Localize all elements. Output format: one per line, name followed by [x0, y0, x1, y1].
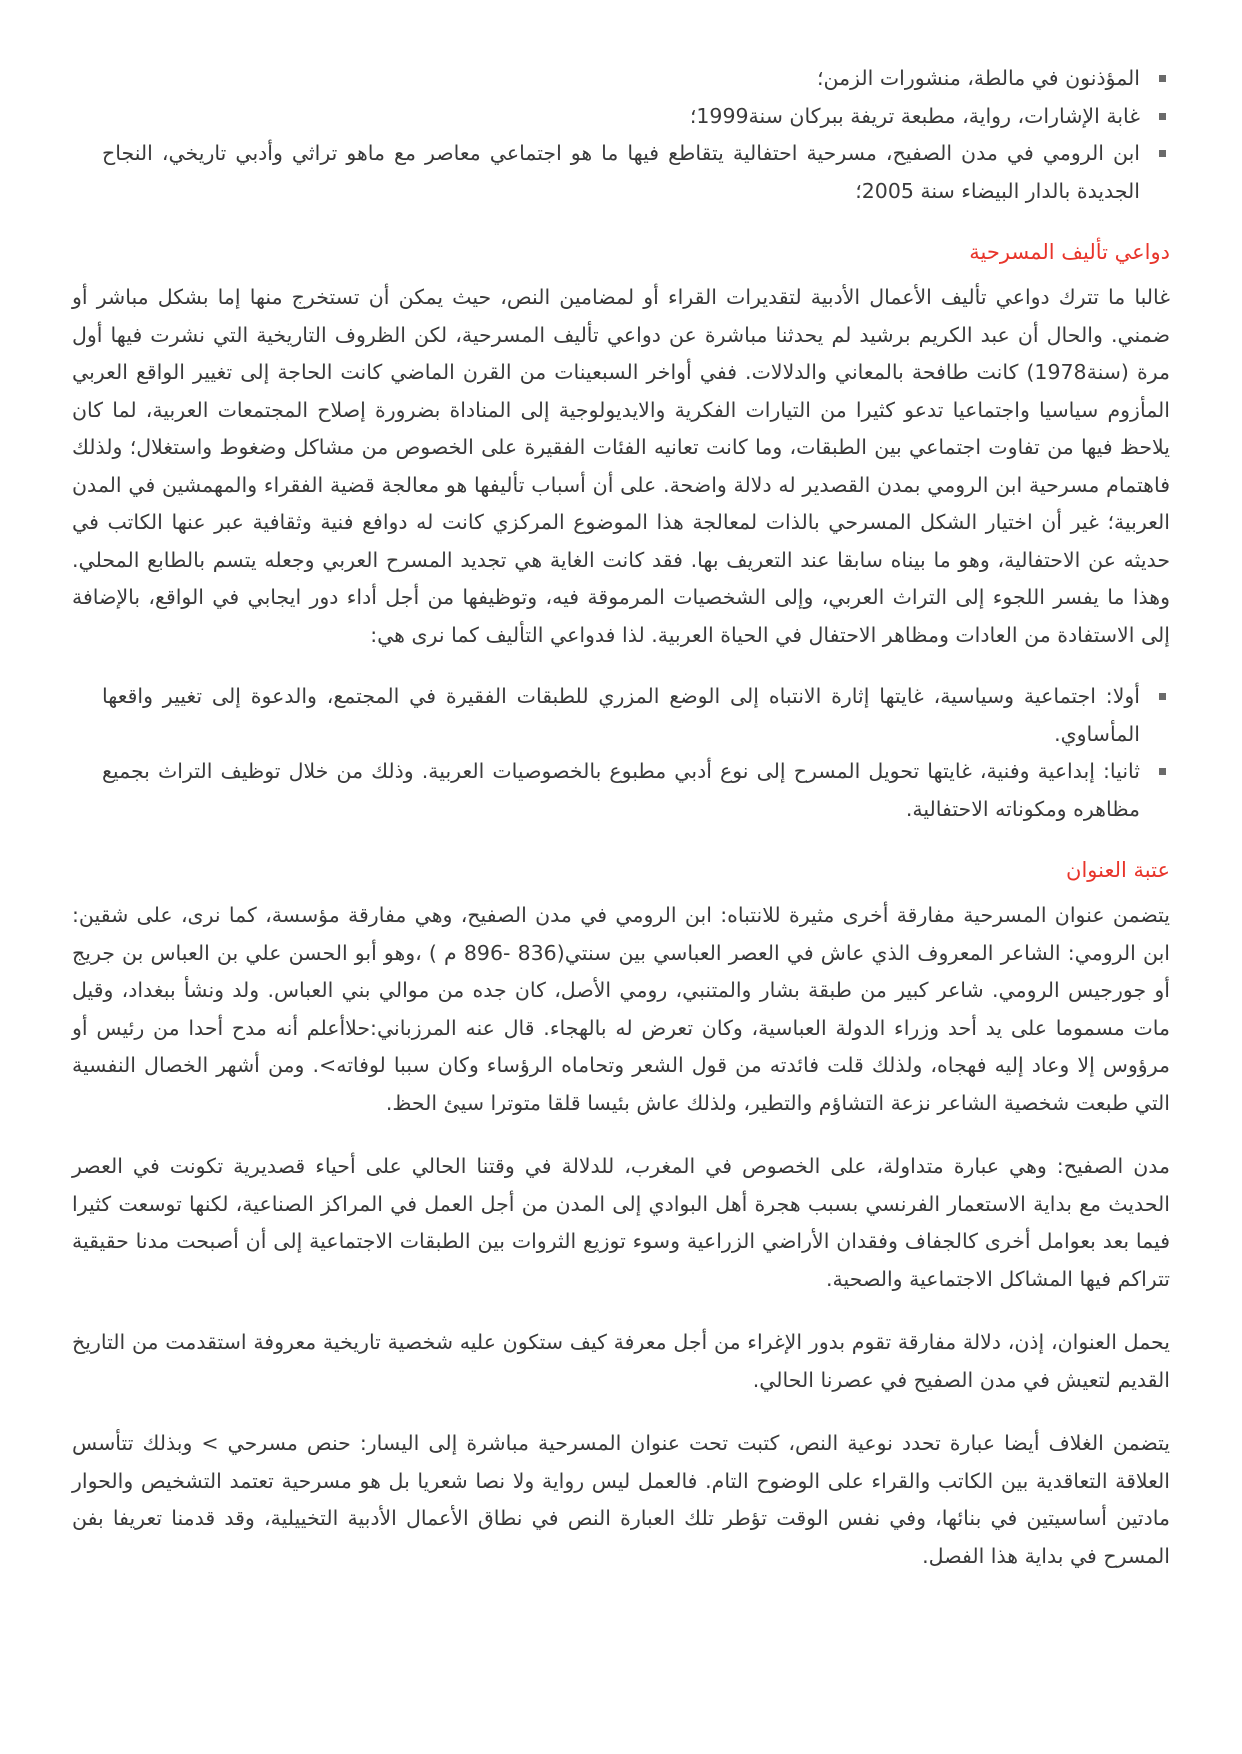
list-item [102, 135, 1170, 210]
square-bullet-icon [1159, 75, 1166, 82]
list-item [102, 60, 1170, 98]
section-heading-motives: دواعي تأليف المسرحية [969, 240, 1170, 264]
list-item-text: ابن الرومي في مدن الصفيح، مسرحية احتفالية يتقاطع فيها ما هو اجتماعي معاصر مع ماهو تراثي وأدبي تاريخي، النجاح الجديدة بالدار البيضاء سنة 2005؛ [102, 141, 1140, 203]
list-item [102, 678, 1170, 753]
list-item-text: المؤذنون في مالطة، منشورات الزمن؛ [816, 66, 1140, 90]
square-bullet-icon [1159, 693, 1166, 700]
motives-paragraph: غالبا ما تترك دواعي تأليف الأعمال الأدبية لتقديرات القراء أو لمضامين النص، حيث يمكن أن تستخرج منها إما بشكل مباشر أو ضمني. والحال أن عبد الكريم برشيد لم يحدثنا مباشرة عن دواعي تأليف المسرحية، لكن الظروف التاريخية التي نشرت فيها أول مرة (سنة1978) كانت طافحة بالمعاني والدلالات. ففي أواخر السبعينات من القرن الماضي كانت الحاجة إلى تغيير الواقع العربي المأزوم سياسيا واجتماعيا تدعو كثيرا من التيارات الفكرية والايديولوجية إلى المناداة بضرورة إصلاح المجتمعات العربية، لما كان يلاحظ فيها من تفاوت اجتماعي بين الطبقات، وما كانت تعانيه الفئات الفقيرة على الخصوص من مشاكل وضغوط واستغلال؛ ولذلك فاهتمام مسرحية ابن الرومي بمدن القصدير له دلالة واضحة. على أن أسباب تأليفها هو معالجة قضية الفقراء والمهمشين في المدن العربية؛ غير أن اختيار الشكل المسرحي بالذات لمعالجة هذا الموضوع المركزي كانت له دوافع فنية وثقافية عبر عنها الكاتب في حديثه عن الاحتفالية، وهو ما بيناه سابقا عند التعريف بها. فقد كانت الغاية هي تجديد المسرح العربي وجعله يتسم بالطابع المحلي. وهذا ما يفسر اللجوء إلى التراث العربي، وإلى الشخصيات المرموقة فيه، وتوظيفها من أجل أداء دور ايجابي في الواقع، بالإضافة إلى الاستفادة من العادات ومظاهر الاحتفال في الحياة العربية. لذا فدواعي التأليف كما نرى هي: [72, 285, 1170, 647]
title-paragraph-4: يتضمن الغلاف أيضا عبارة تحدد نوعية النص، كتبت تحت عنوان المسرحية مباشرة إلى اليسار: حنص مسرحي > وبذلك تتأسس العلاقة التعاقدية بين الكاتب والقراء على الوضوح التام. فالعمل ليس رواية ولا نصا شعريا بل هو مسرحية تعتمد التشخيص والحوار مادتين أساسيتين في بنائها، وفي نفس الوقت تؤطر تلك العبارة النص في نطاق الأعمال الأدبية التخييلية، وقد قدمنا تعريفا بفن المسرح في بداية هذا الفصل. [72, 1431, 1170, 1568]
title-paragraph-3: يحمل العنوان، إذن، دلالة مفارقة تقوم بدور الإغراء من أجل معرفة كيف ستكون عليه شخصية تاريخية معروفة استقدمت من التاريخ القديم لتعيش في مدن الصفيح في عصرنا الحالي. [72, 1330, 1170, 1392]
list-item [102, 753, 1170, 828]
title-paragraph-1: يتضمن عنوان المسرحية مفارقة أخرى مثيرة للانتباه: ابن الرومي في مدن الصفيح، وهي مفارقة مؤسسة، كما نرى، على شقين: ابن الرومي: الشاعر المعروف الذي عاش في العصر العباسي بين سنتي(836 -896 م ) ،وهو أبو الحسن علي بن العباس بن جريج أو جورجيس الرومي. شاعر كبير من طبقة بشار والمتنبي، رومي الأصل، كان جده من موالي بني العباس. ولد ونشأ ببغداد، وقيل مات مسموما على يد أحد وزراء الدولة العباسية، وكان تعرض له بالهجاء. قال عنه المرزباني:حلاأعلم أنه مدح أحدا من رئيس أو مرؤوس إلا وعاد إليه فهجاه، ولذلك قلت فائدته من قول الشعر وتحاماه الرؤساء وكان سببا لوفاته>. ومن أشهر الخصال النفسية التي طبعت شخصية الشاعر نزعة التشاؤم والتطير، ولذلك عاش بئيسا قلقا متوترا سيئ الحظ. [72, 903, 1170, 1115]
section-heading-title-threshold: عتبة العنوان [1066, 858, 1170, 882]
title-paragraph-2: مدن الصفيح: وهي عبارة متداولة، على الخصوص في المغرب، للدلالة في وقتنا الحالي على أحياء قصديرية تكونت في العصر الحديث مع بداية الاستعمار الفرنسي بسبب هجرة أهل البوادي إلى المدن من أجل العمل في المراكز الصناعية، لكنها توسعت كثيرا فيما بعد بعوامل أخرى كالجفاف وفقدان الأراضي الزراعية وسوء توزيع الثروات بين الطبقات الاجتماعية إلى أن أصبحت مدنا حقيقية تتراكم فيها المشاكل الاجتماعية والصحية. [72, 1154, 1170, 1291]
list-item-text: ثانيا: إبداعية وفنية، غايتها تحويل المسرح إلى نوع أدبي مطبوع بالخصوصيات العربية. وذلك من خلال توظيف التراث بجميع مظاهره ومكوناته الاحتفالية. [102, 759, 1140, 821]
document-content [72, 60, 1170, 1575]
square-bullet-icon [1159, 150, 1166, 157]
motives-list [72, 678, 1170, 828]
works-list [72, 60, 1170, 210]
list-item-text: غابة الإشارات، رواية، مطبعة تريفة ببركان سنة1999؛ [689, 103, 1140, 128]
square-bullet-icon [1159, 768, 1166, 775]
square-bullet-icon [1159, 113, 1166, 120]
list-item [102, 98, 1170, 136]
list-item-text: أولا: اجتماعية وسياسية، غايتها إثارة الانتباه إلى الوضع المزري للطبقات الفقيرة في المجتمع، والدعوة إلى تغيير واقعها المأساوي. [102, 684, 1140, 746]
